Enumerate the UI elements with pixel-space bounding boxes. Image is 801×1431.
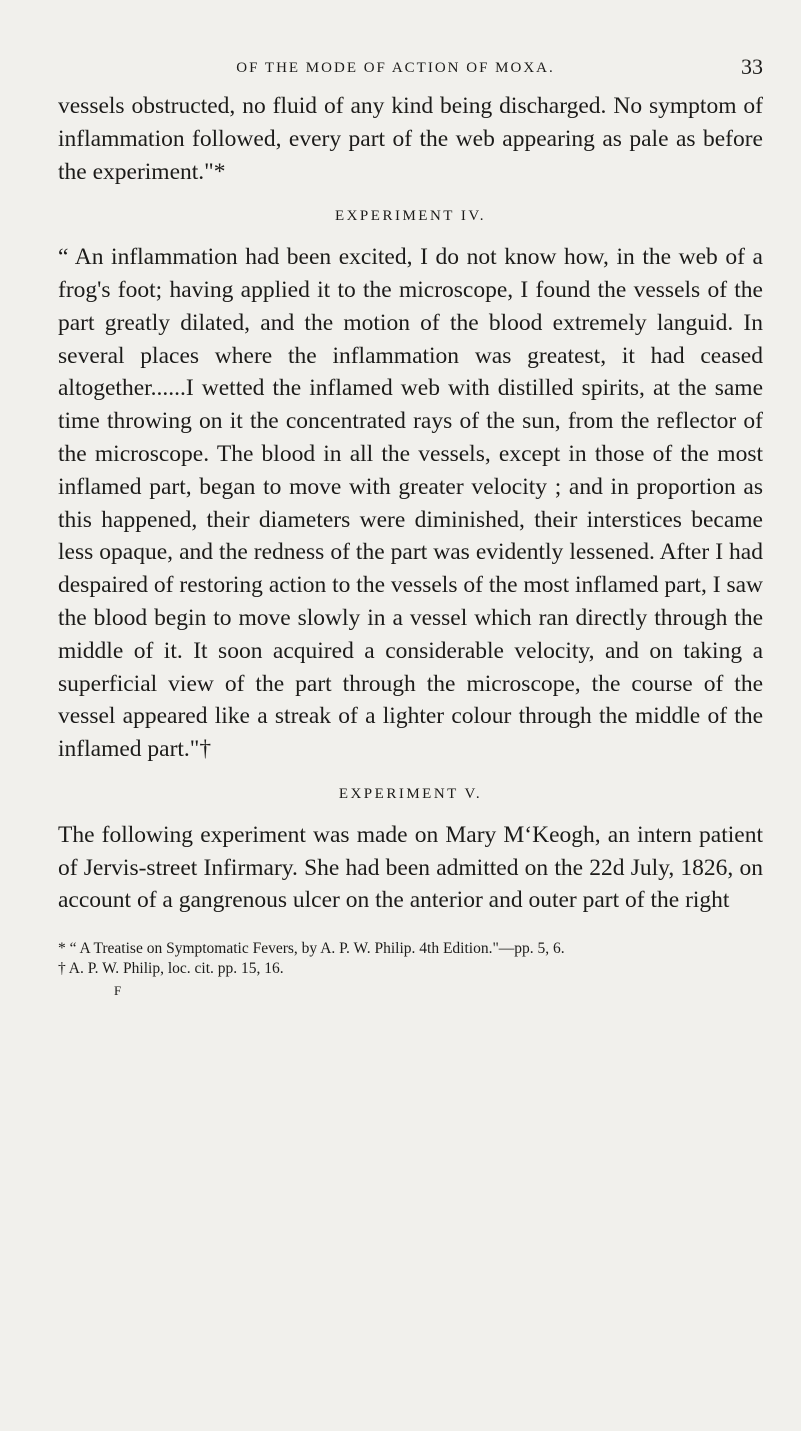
footnotes <box>58 939 763 1001</box>
experiment-v-text: The following experiment was made on Mary M‘Keogh, an intern patient of Jervis-street Infirmary. She had been admitted on the 22d July, 1826, on account of a gangrenous ulcer on the anterior and outer part of the right <box>58 821 763 914</box>
running-title: OF THE MODE OF ACTION OF MOXA. <box>236 60 555 76</box>
continued-paragraph: vessels obstructed, no fluid of any kind being discharged. No symptom of inflammation followed, every part of the web appearing as pale as before the experiment."* <box>58 93 763 185</box>
footnote-2: † A. P. W. Philip, loc. cit. pp. 15, 16. <box>58 960 284 978</box>
footnote-1: * “ A Treatise on Symptomatic Fevers, by A. P. W. Philip. 4th Edition."—pp. 5, 6. <box>58 940 565 958</box>
experiment-iv-heading: EXPERIMENT IV. <box>334 208 487 225</box>
experiment-iv-text: “ An inflammation had been excited, I do not know how, in the web of a frog's foot; having applied it to the microscope, I found the vessels of the part greatly dilated, and the motion of the blood extremely languid. In several places where the inflammation was greatest, it had ceased altogether......I wetted the inflamed web with distilled spirits, at the same time throwing on it the concentrated rays of the sun, from the reflector of the microscope. The blood in all the vessels, except in those of the most inflamed part, began to move with greater velocity ; and in proportion as this happened, their diameters were diminished, their interstices became less opaque, and the redness of the part was evidently lessened. After I had despaired of restoring action to the vessels of the most inflamed part, I saw the blood begin to move slowly in a vessel which ran directly through the middle of it. It soon acquired a considerable velocity, and on taking a superficial view of the part through the microscope, the course of the vessel appeared like a streak of a lighter colour through the middle of the inflamed part."† <box>58 244 763 763</box>
body-text <box>58 90 763 917</box>
experiment-v-heading: EXPERIMENT V. <box>338 785 483 802</box>
signature-mark: F <box>114 983 122 999</box>
running-head <box>58 54 763 90</box>
page-number: 33 <box>741 54 763 79</box>
